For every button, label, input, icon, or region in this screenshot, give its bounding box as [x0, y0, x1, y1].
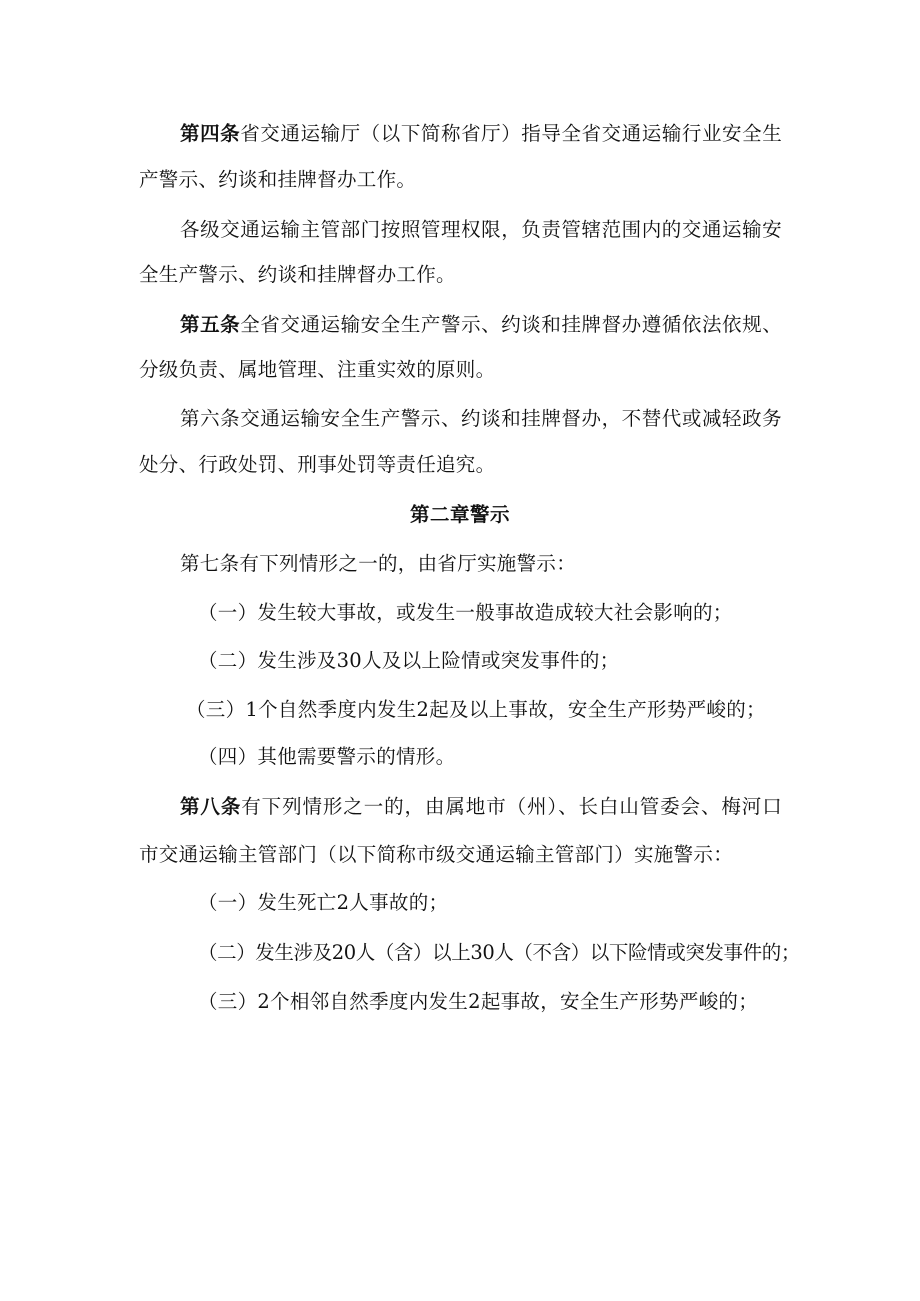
article-4-text-1: 省交通运输厅（以下简称省厅）指导全省交通运输行业安全生	[240, 122, 782, 145]
article-5-label: 第五条	[180, 313, 241, 336]
article-4-label: 第四条	[180, 122, 241, 145]
article-7-item-3: （三）1个自然季度内发生2起及以上事故，安全生产形势严峻的；	[186, 698, 766, 721]
article-8-label: 第八条	[180, 795, 242, 818]
article-6-line-1: 第六条交通运输安全生产警示、约谈和挂牌督办，不替代或减轻政务	[180, 407, 782, 430]
article-4-line-1	[180, 122, 782, 146]
article-7-item-4: （四）其他需要警示的情形。	[198, 745, 456, 768]
article-8-line-1	[180, 795, 782, 819]
article-5-line-1	[180, 313, 782, 337]
article-7-item-2: （二）发生涉及30人及以上险情或突发事件的；	[198, 649, 620, 672]
article-6-line-2: 处分、行政处罚、刑事处罚等责任追究。	[139, 453, 496, 476]
article-5-line-2: 分级负责、属地管理、注重实效的原则。	[139, 358, 496, 381]
article-8-item-1: （一）发生死亡2人事故的；	[198, 891, 449, 914]
article-7-line-1: 第七条有下列情形之一的，由省厅实施警示：	[180, 552, 577, 575]
article-4-line-2: 产警示、约谈和挂牌督办工作。	[139, 168, 417, 191]
chapter-2-heading: 第二章警示	[409, 503, 510, 526]
article-5-text-1: 全省交通运输安全生产警示、约谈和挂牌督办遵循依法依规、	[240, 313, 782, 336]
article-7-item-1: （一）发生较大事故，或发生一般事故造成较大社会影响的；	[198, 601, 733, 624]
levels-paragraph-line-2: 全生产警示、约谈和挂牌督办工作。	[139, 263, 456, 286]
article-8-item-3: （三）2个相邻自然季度内发生2起事故，安全生产形势严峻的；	[198, 990, 759, 1013]
levels-paragraph-line-1: 各级交通运输主管部门按照管理权限，负责管辖范围内的交通运输安	[180, 218, 782, 241]
article-8-item-2: （二）发生涉及20人（含）以上30人（不含）以下险情或突发事件的；	[198, 941, 800, 964]
article-8-line-2: 市交通运输主管部门（以下简称市级交通运输主管部门）实施警示：	[139, 843, 734, 866]
article-8-text-1: 有下列情形之一的，由属地市（州）、长白山管委会、梅河口	[241, 795, 782, 818]
